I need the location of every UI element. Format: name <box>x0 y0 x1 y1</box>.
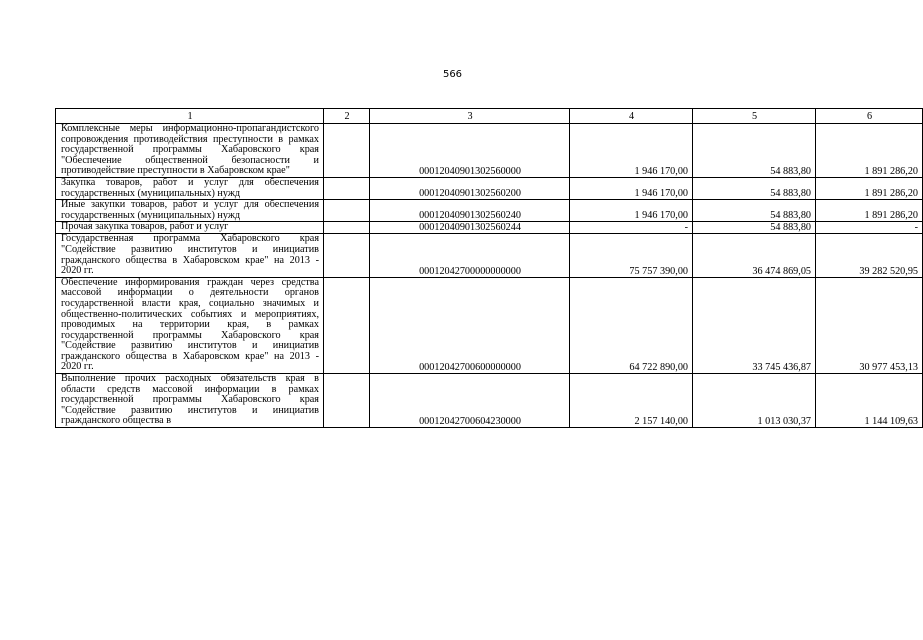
row-value-6: 1 891 286,20 <box>816 200 923 222</box>
row-value-5: 54 883,80 <box>693 177 816 199</box>
row-value-4: 1 946 170,00 <box>570 200 693 222</box>
row-value-5: 54 883,80 <box>693 124 816 178</box>
row-col2 <box>324 177 370 199</box>
row-value-6: 1 891 286,20 <box>816 124 923 178</box>
row-description: Закупка товаров, работ и услуг для обеспечения государственных (муниципальных) нужд <box>56 177 324 199</box>
row-description: Иные закупки товаров, работ и услуг для обеспечения государственных (муниципальных) нужд <box>56 200 324 222</box>
row-value-5: 54 883,80 <box>693 200 816 222</box>
row-value-5: 1 013 030,37 <box>693 374 816 428</box>
column-header-2: 2 <box>324 109 370 124</box>
row-code: 00012042700000000000 <box>370 234 570 277</box>
table-row <box>56 277 923 373</box>
row-code: 00012040901302560200 <box>370 177 570 199</box>
row-description: Выполнение прочих расходных обязательств края в области средств массовой информации в рамках государственной программы Хабаровского края "Содействие развитию институтов и инициатив гражданского общества в <box>56 374 324 428</box>
column-header-1: 1 <box>56 109 324 124</box>
row-value-5: 33 745 436,87 <box>693 277 816 373</box>
row-code: 00012040901302560240 <box>370 200 570 222</box>
column-header-3: 3 <box>370 109 570 124</box>
row-value-4: 1 946 170,00 <box>570 124 693 178</box>
row-col2 <box>324 277 370 373</box>
row-value-6: 30 977 453,13 <box>816 277 923 373</box>
row-value-4: 75 757 390,00 <box>570 234 693 277</box>
row-value-5: 54 883,80 <box>693 222 816 234</box>
row-description: Государственная программа Хабаровского края "Содействие развитию институтов и инициатив гражданского общества в Хабаровском крае" на 2013 - 2020 гг. <box>56 234 324 277</box>
table-row <box>56 177 923 199</box>
table-row <box>56 200 923 222</box>
column-header-6: 6 <box>816 109 923 124</box>
row-code: 00012042700604230000 <box>370 374 570 428</box>
table-row <box>56 374 923 428</box>
row-value-6: - <box>816 222 923 234</box>
row-value-4: 64 722 890,00 <box>570 277 693 373</box>
row-col2 <box>324 222 370 234</box>
table-row <box>56 222 923 234</box>
budget-table <box>55 108 923 428</box>
row-description: Обеспечение информирования граждан через средства массовой информации о деятельности органов государственной власти края, социально значимых и общественно-политических событиях и мероприятиях, проводимых на территории края, в рамках государственной программы Хабаровского края "Содействие развитию институтов и инициатив гражданского общества в Хабаровском крае" на 2013 - 2020 гг. <box>56 277 324 373</box>
row-description: Комплексные меры информационно-пропагандистского сопровождения противодействия преступности в рамках государственной программы Хабаровского края "Обеспечение общественной безопасности и противодействие преступности в Хабаровском крае" <box>56 124 324 178</box>
row-value-6: 1 891 286,20 <box>816 177 923 199</box>
row-value-4: - <box>570 222 693 234</box>
row-value-6: 1 144 109,63 <box>816 374 923 428</box>
row-value-4: 1 946 170,00 <box>570 177 693 199</box>
row-description: Прочая закупка товаров, работ и услуг <box>56 222 324 234</box>
row-code: 00012040901302560244 <box>370 222 570 234</box>
row-code: 00012040901302560000 <box>370 124 570 178</box>
row-col2 <box>324 234 370 277</box>
column-header-5: 5 <box>693 109 816 124</box>
row-value-6: 39 282 520,95 <box>816 234 923 277</box>
header-row <box>56 109 923 124</box>
page-number: 566 <box>442 69 463 80</box>
row-col2 <box>324 374 370 428</box>
column-header-4: 4 <box>570 109 693 124</box>
row-col2 <box>324 124 370 178</box>
row-code: 00012042700600000000 <box>370 277 570 373</box>
row-value-5: 36 474 869,05 <box>693 234 816 277</box>
row-col2 <box>324 200 370 222</box>
row-value-4: 2 157 140,00 <box>570 374 693 428</box>
table-row <box>56 234 923 277</box>
table-row <box>56 124 923 178</box>
